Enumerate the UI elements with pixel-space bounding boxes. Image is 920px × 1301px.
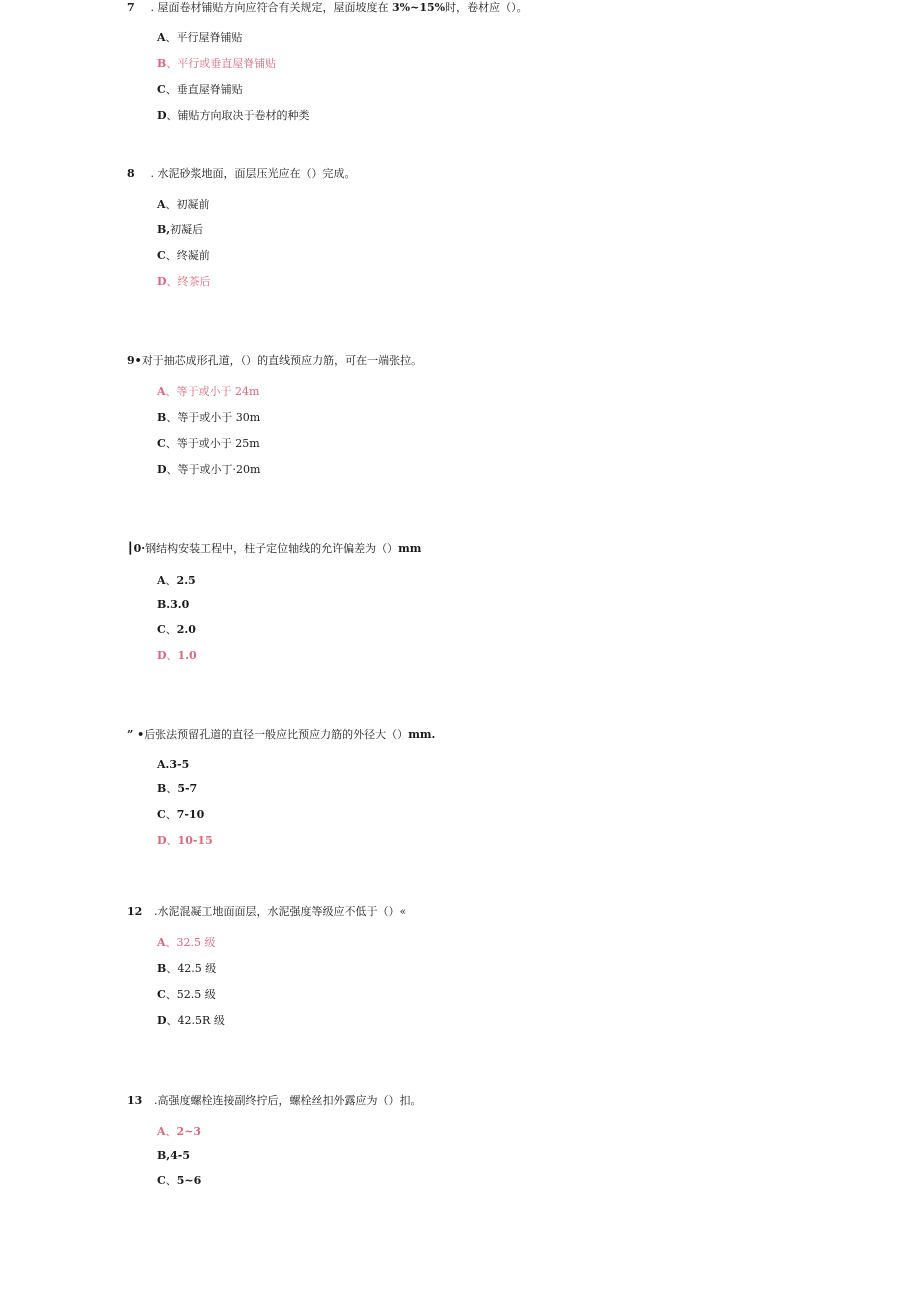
question-text-bold: 3%~15% [392,1,446,14]
option-letter: B [157,57,167,70]
option-letter: B [157,962,167,975]
option-a [157,757,189,773]
question-number: 8 [127,167,135,180]
option-sep: 、 [165,437,177,450]
option-text: 终茶后 [177,275,211,288]
option-text: 2.5 [176,574,196,587]
option-letter: C [157,623,166,636]
option-text: 1.0 [177,649,197,662]
option-a [157,30,243,46]
option-sep: 、 [165,198,177,211]
option-c [157,622,196,638]
option-letter: D [157,834,167,847]
option-b [157,410,260,426]
option-c [157,436,260,452]
question-number: 7 [127,1,135,14]
option-letter: A [157,198,166,211]
option-sep: 、 [165,988,177,1001]
option-a [157,573,196,589]
option-sep: 、 [165,31,177,44]
option-sep: 、 [166,463,178,476]
option-text: 平行或垂直屋脊铺贴 [177,57,277,70]
option-text: 2~3 [176,1125,202,1138]
option-sep: 、 [165,83,177,96]
option-d [157,833,213,849]
option-c [157,1173,201,1189]
option-sep: 、 [166,275,178,288]
option-a [157,1124,201,1140]
option-d [157,108,310,124]
option-sep: 、 [166,57,178,70]
question-text: 钢结构安装工程中，柱子定位轴线的允许偏差为（） [145,542,399,555]
option-d [157,462,260,478]
question-number: ┃0· [127,542,146,555]
option-b [157,1148,190,1164]
option-text: 3-5 [169,758,190,771]
option-letter: D [157,109,167,122]
option-text: 7-10 [176,808,205,821]
option-text: 42.5 级 [177,962,217,975]
option-text: 平行屋脊铺贴 [176,31,243,44]
option-d [157,274,211,290]
option-a [157,935,216,951]
question-text: .水泥混凝工地面面层，水泥强度等级应不低于（）« [154,905,407,918]
option-d [157,648,197,664]
option-text: 等于或小丁·20m [177,463,261,476]
option-letter: D [157,275,167,288]
option-sep: 、 [165,623,177,636]
option-c [157,807,204,823]
question-number: 12 [127,905,143,918]
question-stem [127,353,422,369]
option-letter: B [157,411,167,424]
option-letter: B, [157,1149,171,1162]
option-text: 2.0 [176,623,196,636]
option-letter: B [157,782,167,795]
option-text: 32.5 级 [176,936,216,949]
question-text: . 水泥砂浆地面，面层压光应在（）完成。 [150,167,356,180]
option-text: 铺贴方向取决于卷材的种类 [177,109,310,122]
option-text: 3.0 [170,598,190,611]
option-letter: C [157,1174,166,1187]
option-sep: 、 [166,782,178,795]
option-text: 5-7 [177,782,198,795]
option-text: 初凝前 [176,198,210,211]
question-number: 13 [127,1094,143,1107]
question-text: 时，卷材应（）。 [445,1,528,14]
option-b [157,961,216,977]
option-letter: D [157,649,167,662]
option-b [157,222,203,238]
option-sep: 、 [166,834,178,847]
option-c [157,82,243,98]
question-stem [127,904,406,920]
option-text: 初凝后 [170,223,204,236]
option-b [157,56,276,72]
option-b [157,597,189,613]
option-letter: C [157,83,166,96]
option-letter: A [157,385,166,398]
option-sep: 、 [166,411,178,424]
option-letter: A [157,31,166,44]
option-letter: D [157,1014,167,1027]
question-unit: mm [398,542,422,555]
option-sep: 、 [166,649,178,662]
option-letter: D [157,463,167,476]
option-b [157,781,197,797]
option-letter: B. [157,598,171,611]
option-sep: 、 [166,1014,178,1027]
option-text: 等于或小于 30m [177,411,261,424]
question-unit: mm. [408,728,436,741]
option-letter: B, [157,223,171,236]
question-text: . 屋面卷材铺贴方向应符合有关规定，屋面坡度在 [150,1,392,14]
option-letter: A. [157,758,170,771]
option-sep: 、 [166,109,178,122]
question-text: 对于抽芯成形孔道，（）的直线预应力筋，可在一端张拉。 [141,354,423,367]
question-number: ” • [127,728,145,741]
option-text: 4-5 [170,1149,191,1162]
question-stem [127,541,421,557]
option-text: 5~6 [176,1174,202,1187]
option-sep: 、 [165,385,177,398]
option-text: 52.5 级 [176,988,216,1001]
option-sep: 、 [166,962,178,975]
option-text: 等于或小于 25m [176,437,260,450]
question-text: 后张法预留孔道的直径一般应比预应力筋的外径大（） [144,728,409,741]
option-letter: A [157,936,166,949]
option-sep: 、 [165,1174,177,1187]
option-sep: 、 [165,574,177,587]
option-letter: C [157,988,166,1001]
option-c [157,248,210,264]
option-sep: 、 [165,249,177,262]
option-d [157,1013,225,1029]
option-text: 10-15 [177,834,213,847]
option-letter: A [157,574,166,587]
option-letter: C [157,437,166,450]
option-text: 等于或小于 24m [176,385,260,398]
option-a [157,197,210,213]
question-stem [127,1093,422,1109]
question-stem [127,0,528,16]
option-sep: 、 [165,936,177,949]
option-sep: 、 [165,808,177,821]
option-text: 垂直屋脊铺贴 [176,83,243,96]
option-letter: C [157,808,166,821]
option-c [157,987,216,1003]
option-sep: 、 [165,1125,177,1138]
option-text: 终凝前 [176,249,210,262]
option-a [157,384,259,400]
option-letter: A [157,1125,166,1138]
question-stem [127,166,356,182]
question-text: .高强度螺栓连接副终拧后，螺栓丝扣外露应为（）扣。 [154,1094,422,1107]
option-letter: C [157,249,166,262]
option-text: 42.5R 级 [177,1014,225,1027]
question-stem [127,727,435,743]
question-number: 9• [127,354,142,367]
